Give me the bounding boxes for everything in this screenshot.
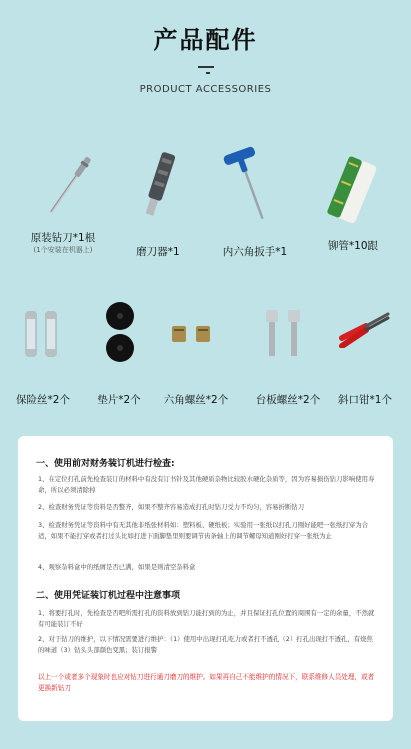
cutting-pliers-icon — [338, 308, 394, 348]
drill-bit-label: 原装钻刀*1根 — [30, 232, 96, 244]
section2-title: 二、使用凭证装订机过程中注意事项 — [36, 591, 181, 601]
maintenance-warning: 以上一个或者多个现象时也应对钻刀进行通刀磨刀的维护。如果再自己不能维护的情况下，联系维修人员处理，或者更换新钻刀 — [38, 673, 375, 692]
fuse-icon — [20, 310, 66, 360]
fuse-label: 保险丝*2个 — [16, 394, 70, 406]
section1-item-2: 2、检查财务凭证等资料是否整齐，如果不整齐容易造成打孔时钻刀受力不均匀，容易折断钻刀 — [38, 503, 305, 511]
washer-pad-icon — [100, 300, 140, 366]
platen-screw-label: 台板螺丝*2个 — [255, 394, 321, 406]
section1-item-4: 4、观察杂料盒中的纸屑是否已满，如果是则清空杂料盒 — [38, 563, 196, 571]
drill-bit-icon — [40, 150, 100, 220]
sharpener-label: 磨刀器*1 — [136, 246, 180, 258]
page-title: 产品配件 — [153, 26, 258, 54]
rivet-tube-label: 铆管*10跟 — [327, 240, 379, 252]
title-divider-dot — [206, 72, 210, 74]
drill-bit-note: (1个安装在机器上) — [33, 246, 93, 254]
hex-screw-label: 六角螺丝*2个 — [163, 394, 229, 406]
section1-title: 一、使用前对财务装订机进行检查: — [36, 459, 175, 469]
section2-item-2: 2、对于钻刀的维护，以下情况需要进行维护：（1）使用中出现打孔吃力或者打不透孔（2）打孔出现打不透孔，有烧焦的味道（3）钻头头部颜色变黑；装订报警 — [38, 635, 373, 654]
hex-wrench-label: 内六角扳手*1 — [222, 246, 288, 258]
section1-item-1: 1、在定位打孔前先检查装订的材料中有没有订书针及其他硬质杂物比较胶水硬化杂质等，因为容易损伤钻刀影响使用寿命，所以必须清除掉 — [38, 475, 375, 494]
platen-screw-icon — [260, 308, 306, 360]
page-subtitle: PRODUCT ACCESSORIES — [139, 84, 272, 95]
instructions-panel — [18, 436, 393, 721]
section2-item-1: 1、将要打孔时，先检查是否吧所需打孔的资料放到钻刀能打到的为止，并且保证打孔位置的周围有一定的余量，不然就有可能装订不好 — [38, 609, 375, 628]
cutting-pliers-label: 斜口钳*1个 — [338, 394, 392, 406]
title-divider — [198, 66, 214, 68]
hex-screw-icon — [168, 322, 216, 346]
washer-pad-label: 垫片*2个 — [97, 394, 141, 406]
rivet-tube-roll-icon — [325, 155, 380, 225]
sharpener-icon — [134, 150, 184, 220]
section1-item-3: 3、检查财务凭证等资料中有无其他非纸张材料如：塑料板、硬纸板；实验用一张纸以打孔刀刚好能吧一张纸打穿为合适，如果不能打穿或者打过头比如打进下面脚垫里则要调节齿条轴上的调节螺母知道刚好打穿一张纸为止 — [38, 521, 368, 540]
hex-wrench-icon — [220, 145, 280, 225]
